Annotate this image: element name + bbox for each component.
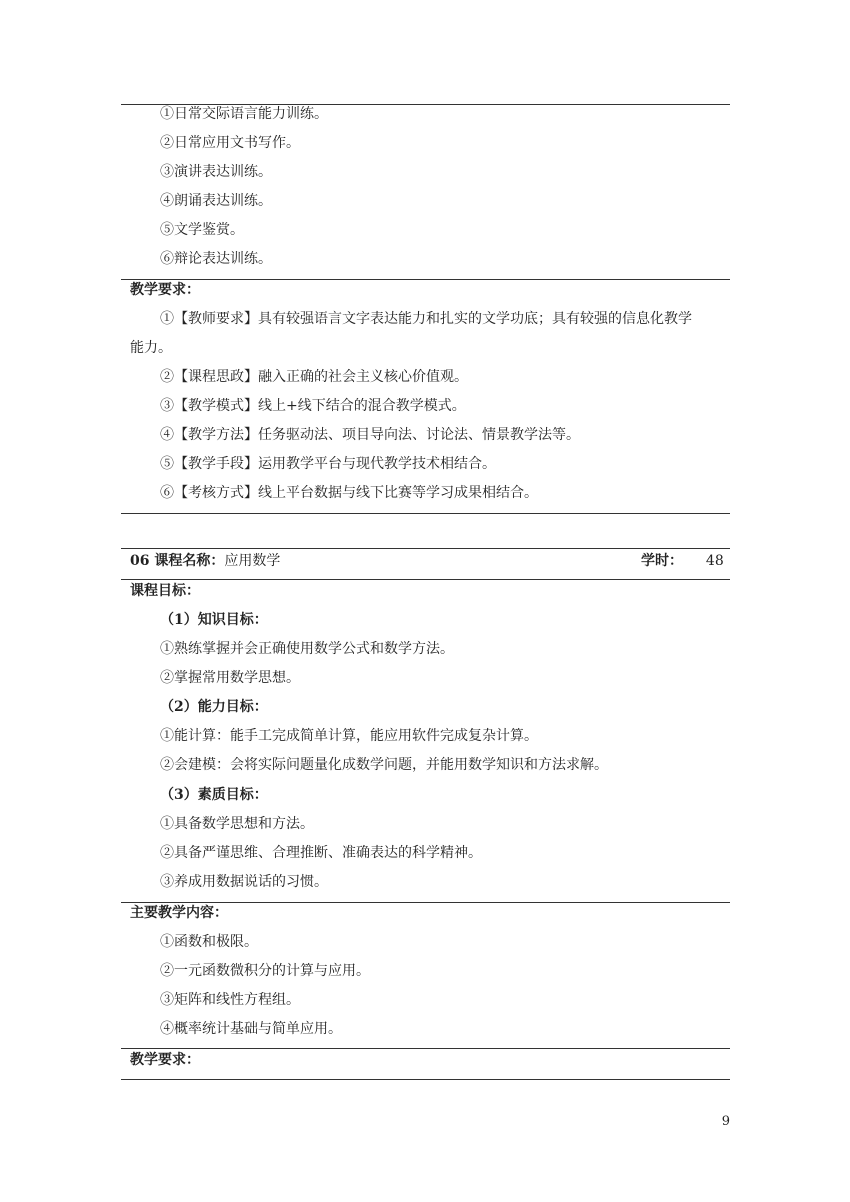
subsection-heading: （3）素质目标：	[160, 787, 268, 803]
requirement-item: ⑥【考核方式】线上平台数据与线下比赛等学习成果相结合。	[160, 485, 538, 501]
requirement-item: ③【教学模式】线上+线下结合的混合教学模式。	[160, 398, 466, 414]
table-rule	[121, 1079, 730, 1080]
subsection-heading: （1）知识目标：	[160, 612, 268, 628]
content-item: ④概率统计基础与简单应用。	[160, 1021, 342, 1037]
page-number: 9	[721, 1114, 730, 1129]
requirement-item: ①【教师要求】具有较强语言文字表达能力和扎实的文学功底；具有较强的信息化教学	[160, 311, 692, 327]
section-heading: 教学要求：	[130, 1052, 200, 1068]
subsection-heading: （2）能力目标：	[160, 699, 268, 715]
requirement-item: ⑤【教学手段】运用教学平台与现代教学技术相结合。	[160, 456, 496, 472]
course-name-row	[130, 551, 280, 571]
goal-item: ②会建模：会将实际问题量化成数学问题，并能用数学知识和方法求解。	[160, 757, 608, 773]
goal-item: ②具备严谨思维、合理推断、准确表达的科学精神。	[160, 845, 482, 861]
requirement-item: ④【教学方法】任务驱动法、项目导向法、讨论法、情景教学法等。	[160, 427, 580, 443]
goal-item: ③养成用数据说话的习惯。	[160, 874, 328, 890]
table-rule	[121, 279, 730, 280]
content-item: ⑤文学鉴赏。	[160, 222, 244, 238]
goal-item: ①能计算：能手工完成简单计算，能应用软件完成复杂计算。	[160, 728, 538, 744]
content-item: ④朗诵表达训练。	[160, 193, 272, 209]
goal-item: ①具备数学思想和方法。	[160, 816, 314, 832]
content-item: ②日常应用文书写作。	[160, 135, 300, 151]
table-rule	[121, 548, 730, 549]
content-item: ③矩阵和线性方程组。	[160, 992, 300, 1008]
content-item: ①函数和极限。	[160, 934, 258, 950]
course-name-value: 应用数学	[224, 553, 281, 569]
goal-item: ②掌握常用数学思想。	[160, 670, 300, 686]
table-rule	[121, 513, 730, 514]
table-rule	[121, 1048, 730, 1049]
requirement-item-continued: 能力。	[130, 340, 172, 356]
section-heading: 教学要求：	[130, 282, 200, 298]
hours-label: 学时：	[641, 553, 683, 569]
hours-value: 48	[705, 553, 724, 569]
section-heading: 主要教学内容：	[130, 905, 228, 921]
requirement-item: ②【课程思政】融入正确的社会主义核心价值观。	[160, 369, 468, 385]
content-item: ①日常交际语言能力训练。	[160, 106, 328, 122]
course-name-label: 06 课程名称：	[130, 553, 225, 569]
content-item: ⑥辩论表达训练。	[160, 251, 272, 267]
table-rule	[121, 579, 730, 580]
course-hours	[641, 551, 724, 571]
content-item: ③演讲表达训练。	[160, 164, 272, 180]
content-item: ②一元函数微积分的计算与应用。	[160, 963, 370, 979]
section-heading: 课程目标：	[130, 583, 200, 599]
goal-item: ①熟练掌握并会正确使用数学公式和数学方法。	[160, 641, 454, 657]
